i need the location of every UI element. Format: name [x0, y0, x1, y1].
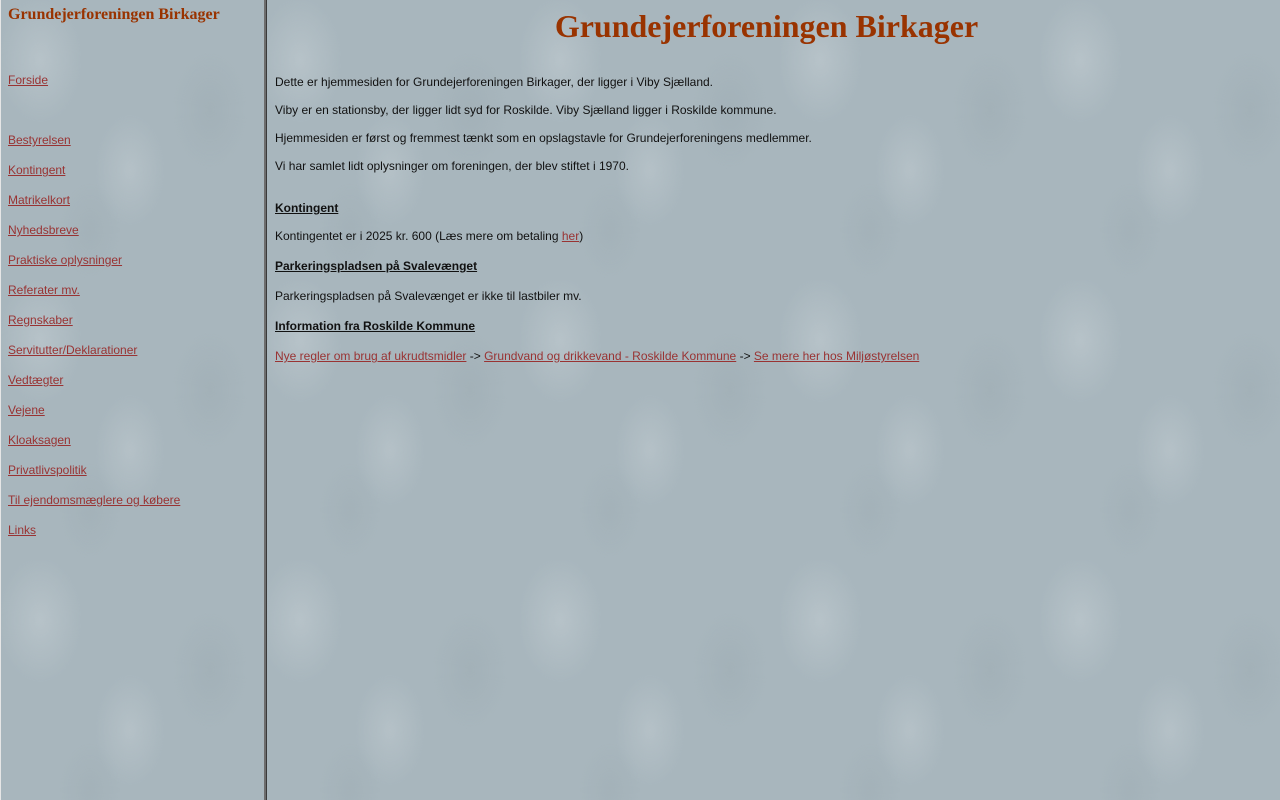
arrow-separator: ->	[736, 349, 754, 363]
kommune-heading: Information fra Roskilde Kommune	[275, 319, 476, 333]
nav-link-praktiske-oplysninger[interactable]: Praktiske oplysninger	[8, 253, 123, 267]
page-title: Grundejerforeningen Birkager	[554, 8, 979, 44]
kontingent-payment-link[interactable]: her	[561, 229, 580, 243]
nav-link-privatlivspolitik[interactable]: Privatlivspolitik	[8, 463, 87, 477]
site-name: Grundejerforeningen Birkager	[8, 6, 220, 23]
kontingent-text-before: Kontingentet er i 2025 kr. 600 (Læs mere om betaling	[275, 229, 562, 243]
nav-link-kontingent[interactable]: Kontingent	[8, 163, 66, 177]
intro-paragraph: Dette er hjemmesiden for Grundejerforeningen Birkager, der ligger i Viby Sjælland.	[275, 75, 714, 89]
parkering-heading: Parkeringspladsen på Svalevænget	[275, 259, 478, 273]
nav-link-kloaksagen[interactable]: Kloaksagen	[8, 433, 71, 447]
kontingent-text	[275, 229, 583, 243]
intro-paragraph: Hjemmesiden er først og fremmest tænkt som en opslagstavle for Grundejerforeningens medlemmer.	[275, 131, 812, 145]
nav-link-bestyrelsen[interactable]: Bestyrelsen	[8, 133, 71, 147]
nav-link-links[interactable]: Links	[8, 523, 37, 537]
parkering-text: Parkeringspladsen på Svalevænget er ikke til lastbiler mv.	[275, 289, 582, 303]
arrow-separator: ->	[466, 349, 485, 363]
nav-link-ejendomsmaeglere[interactable]: Til ejendomsmæglere og købere	[8, 493, 181, 507]
nav-link-nyhedsbreve[interactable]: Nyhedsbreve	[8, 223, 79, 237]
nav-link-referater[interactable]: Referater mv.	[8, 283, 80, 297]
grundvand-link[interactable]: Grundvand og drikkevand - Roskilde Kommune	[484, 349, 737, 363]
nav-link-servitutter[interactable]: Servitutter/Deklarationer	[8, 343, 138, 357]
kontingent-heading: Kontingent	[275, 201, 339, 215]
nav-link-vedtaegter[interactable]: Vedtægter	[8, 373, 64, 387]
nav-link-vejene[interactable]: Vejene	[8, 403, 45, 417]
intro-paragraph: Vi har samlet lidt oplysninger om foreningen, der blev stiftet i 1970.	[275, 159, 629, 173]
sidebar-frame	[0, 0, 267, 800]
nav-link-forside[interactable]: Forside	[8, 73, 49, 87]
kontingent-text-after: )	[579, 229, 584, 243]
nav-link-regnskaber[interactable]: Regnskaber	[8, 313, 73, 327]
nav-link-matrikelkort[interactable]: Matrikelkort	[8, 193, 71, 207]
intro-paragraph: Viby er en stationsby, der ligger lidt syd for Roskilde. Viby Sjælland ligger i Roskilde kommune.	[275, 103, 777, 117]
ukrudtsmidler-link[interactable]: Nye regler om brug af ukrudtsmidler	[275, 349, 467, 363]
main-frame	[267, 0, 1280, 800]
miljostyrelsen-link[interactable]: Se mere her hos Miljøstyrelsen	[753, 349, 920, 363]
kommune-links	[275, 349, 919, 363]
